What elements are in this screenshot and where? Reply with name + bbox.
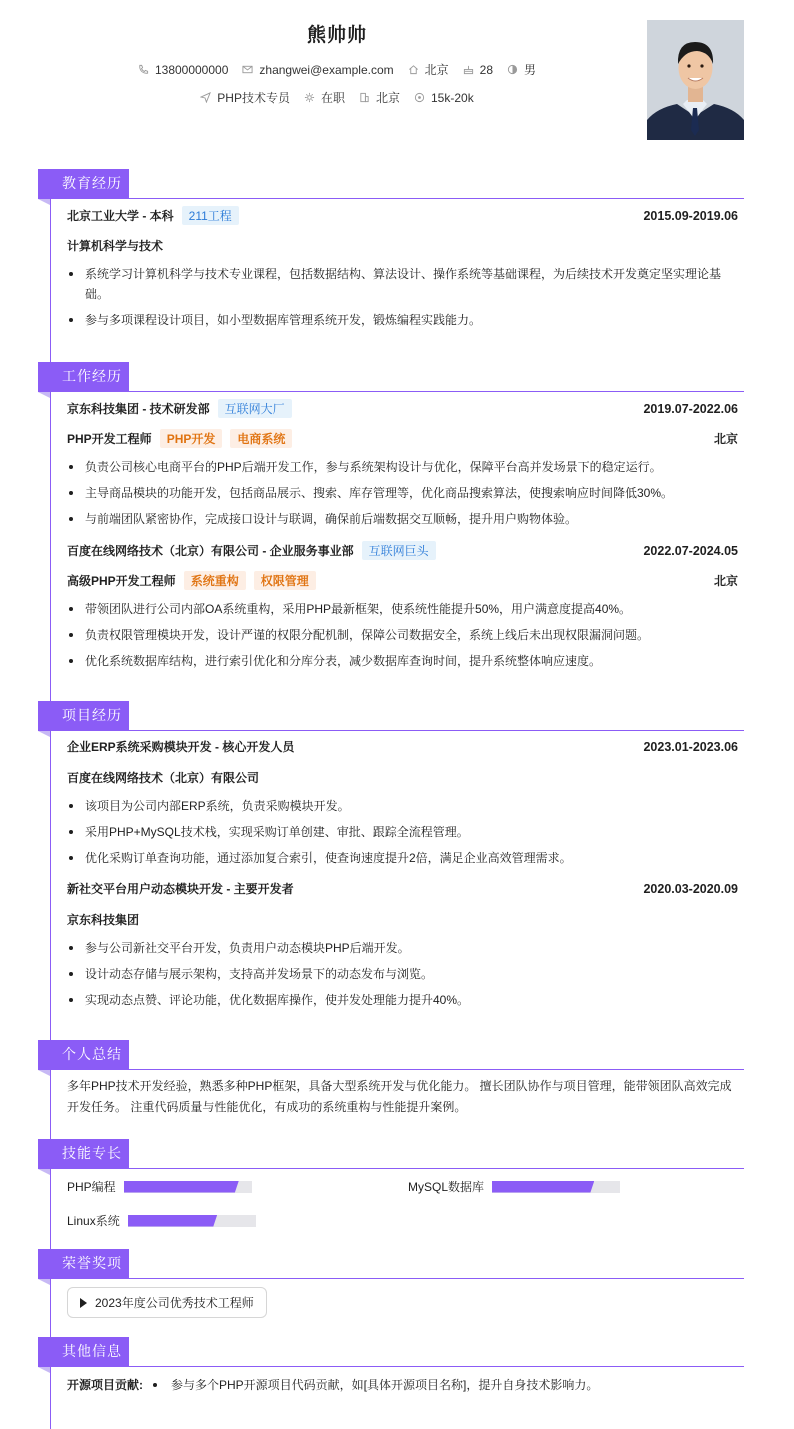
work-period: 2019.07-2022.06 xyxy=(643,401,738,416)
phone-icon xyxy=(138,64,149,75)
work-city: 北京 xyxy=(713,574,738,588)
list-item: 系统学习计算机科学与技术专业课程，包括数据结构、算法设计、操作系统等基础课程，为后续技术开发奠定坚实理论基础。 xyxy=(67,264,733,304)
section-divider xyxy=(38,1168,744,1169)
section-education xyxy=(38,169,744,199)
education-header xyxy=(67,206,738,225)
project-org: 百度在线网络技术（北京）有限公司 xyxy=(67,771,260,785)
work-period: 2022.07-2024.05 xyxy=(643,543,738,558)
skill-name: PHP编程 xyxy=(67,1180,116,1194)
project-1-header xyxy=(67,880,738,897)
cake-icon xyxy=(463,64,474,75)
triangle-icon xyxy=(80,1298,87,1308)
section-notch xyxy=(38,392,50,398)
section-title: 教育经历 xyxy=(38,169,129,198)
project-0-bullets xyxy=(67,796,733,874)
section-skills xyxy=(38,1139,744,1169)
skill-bar-fill xyxy=(128,1215,218,1227)
skill-item xyxy=(67,1212,256,1229)
job-title-text: PHP技术专员 xyxy=(217,91,290,105)
section-divider xyxy=(38,1278,744,1279)
gender-info xyxy=(507,61,536,78)
mail-icon xyxy=(242,64,253,75)
location-info xyxy=(408,61,449,78)
section-awards xyxy=(38,1249,744,1279)
education-period: 2015.09-2019.06 xyxy=(643,208,738,223)
project-org: 京东科技集团 xyxy=(67,913,140,927)
list-item: 主导商品模块的功能开发，包括商品展示、搜索、库存管理等，优化商品搜索算法，使搜索响应时间降低30%。 xyxy=(67,483,733,503)
section-work xyxy=(38,362,744,392)
project-0-header xyxy=(67,738,738,755)
gear-icon xyxy=(304,92,315,103)
project-period: 2020.03-2020.09 xyxy=(643,881,738,896)
section-title: 个人总结 xyxy=(38,1040,129,1069)
building-icon xyxy=(359,92,370,103)
contact-row xyxy=(0,61,674,78)
list-item: 采用PHP+MySQL技术栈，实现采购订单创建、审批、跟踪全流程管理。 xyxy=(67,822,733,842)
list-item: 参与公司新社交平台开发，负责用户动态模块PHP后端开发。 xyxy=(67,938,733,958)
bullet-dot xyxy=(153,1383,157,1387)
list-item: 负责权限管理模块开发，设计严谨的权限分配机制，保障公司数据安全，系统上线后未出现权限漏洞问题。 xyxy=(67,625,733,645)
role-tag: 电商系统 xyxy=(230,429,292,448)
project-period: 2023.01-2023.06 xyxy=(643,739,738,754)
job-row xyxy=(0,89,674,106)
summary-text: 多年PHP技术开发经验，熟悉多种PHP框架，具备大型系统开发与优化能力。 擅长团队协作与项目管理，能带领团队高效完成开发任务。 注重代码质量与性能优化，有成功的系统重构与性能提升案例。 xyxy=(67,1079,732,1114)
work-0-bullets xyxy=(67,457,733,535)
school-tag: 211工程 xyxy=(182,206,239,225)
section-divider xyxy=(38,730,744,731)
age-text: 28 xyxy=(479,62,494,77)
salary-info xyxy=(414,89,474,106)
status-info xyxy=(304,89,345,106)
skill-bar-fill xyxy=(124,1181,239,1193)
section-divider xyxy=(38,1366,744,1367)
work-0-header xyxy=(67,399,738,418)
skill-bar xyxy=(492,1181,620,1193)
education-bullets xyxy=(67,264,733,336)
section-divider xyxy=(38,198,744,199)
gender-text: 男 xyxy=(524,63,537,77)
section-notch xyxy=(38,1367,50,1373)
list-item: 设计动态存储与展示架构，支持高并发场景下的动态发布与浏览。 xyxy=(67,964,733,984)
home-icon xyxy=(408,64,419,75)
list-item: 该项目为公司内部ERP系统，负责采购模块开发。 xyxy=(67,796,733,816)
award-item xyxy=(67,1287,267,1318)
role-tag: 系统重构 xyxy=(184,571,246,590)
skill-item xyxy=(67,1178,252,1195)
skill-name: Linux系统 xyxy=(67,1214,120,1228)
city-info xyxy=(359,89,400,106)
section-title: 项目经历 xyxy=(38,701,129,730)
gender-icon xyxy=(507,64,518,75)
age-info xyxy=(463,61,493,78)
work-1-bullets xyxy=(67,599,733,677)
job-title-info xyxy=(200,89,290,106)
section-other xyxy=(38,1337,744,1367)
skill-bar xyxy=(128,1215,256,1227)
location-text: 北京 xyxy=(424,63,449,77)
section-notch xyxy=(38,1169,50,1175)
section-notch xyxy=(38,731,50,737)
work-city: 北京 xyxy=(713,432,738,446)
list-item: 参与多项课程设计项目，如小型数据库管理系统开发，锻炼编程实践能力。 xyxy=(67,310,733,330)
other-label: 开源项目贡献: xyxy=(67,1378,143,1392)
section-title: 其他信息 xyxy=(38,1337,129,1366)
company-name: 京东科技集团 - 技术研发部 xyxy=(67,402,210,416)
section-title: 工作经历 xyxy=(38,362,129,391)
role-title: PHP开发工程师 xyxy=(67,432,152,446)
email-info xyxy=(242,61,393,78)
phone-text: 13800000000 xyxy=(154,62,229,77)
list-item: 带领团队进行公司内部OA系统重构，采用PHP最新框架，使系统性能提升50%，用户满意度提高40%。 xyxy=(67,599,733,619)
section-title: 技能专长 xyxy=(38,1139,129,1168)
role-tag: 权限管理 xyxy=(254,571,316,590)
school-name: 北京工业大学 - 本科 xyxy=(67,209,174,223)
email-text: zhangwei@example.com xyxy=(259,62,394,77)
skill-bar-fill xyxy=(492,1181,594,1193)
work-1-header xyxy=(67,541,738,560)
list-item: 与前端团队紧密协作，完成接口设计与联调，确保前后端数据交互顺畅，提升用户购物体验。 xyxy=(67,509,733,529)
list-item: 实现动态点赞、评论功能，优化数据库操作，使并发处理能力提升40%。 xyxy=(67,990,733,1010)
section-notch xyxy=(38,1070,50,1076)
work-0-role xyxy=(67,429,738,448)
money-icon xyxy=(414,92,425,103)
section-projects xyxy=(38,701,744,731)
status-text: 在职 xyxy=(320,91,345,105)
skill-name: MySQL数据库 xyxy=(408,1180,485,1194)
other-text: 参与多个PHP开源项目代码贡献，如[具体开源项目名称]，提升自身技术影响力。 xyxy=(171,1378,599,1392)
section-summary xyxy=(38,1040,744,1070)
profile-photo xyxy=(647,20,744,140)
skill-bar xyxy=(124,1181,252,1193)
list-item: 优化采购订单查询功能，通过添加复合索引，使查询速度提升2倍，满足企业高效管理需求。 xyxy=(67,848,733,868)
list-item: 负责公司核心电商平台的PHP后端开发工作，参与系统架构设计与优化，保障平台高并发场景下的稳定运行。 xyxy=(67,457,733,477)
project-1-bullets xyxy=(67,938,733,1016)
send-icon xyxy=(200,92,211,103)
skill-item xyxy=(408,1178,620,1195)
section-notch xyxy=(38,1279,50,1285)
work-1-role xyxy=(67,571,738,590)
phone-info xyxy=(138,61,228,78)
project-title: 企业ERP系统采购模块开发 - 核心开发人员 xyxy=(67,740,295,754)
other-info xyxy=(67,1376,598,1393)
project-title: 新社交平台用户动态模块开发 - 主要开发者 xyxy=(67,882,294,896)
company-tag: 互联网巨头 xyxy=(362,541,436,560)
company-tag: 互联网大厂 xyxy=(218,399,292,418)
candidate-name: 熊帅帅 xyxy=(306,25,367,46)
section-notch xyxy=(38,199,50,205)
salary-text: 15k-20k xyxy=(431,90,474,105)
company-name: 百度在线网络技术（北京）有限公司 - 企业服务事业部 xyxy=(67,544,354,558)
resume-header xyxy=(0,0,794,160)
role-tag: PHP开发 xyxy=(160,429,223,448)
city-text: 北京 xyxy=(375,91,400,105)
list-item: 优化系统数据库结构，进行索引优化和分库分表，减少数据库查询时间，提升系统整体响应速度。 xyxy=(67,651,733,671)
education-major: 计算机科学与技术 xyxy=(67,239,164,253)
award-text: 2023年度公司优秀技术工程师 xyxy=(95,1296,254,1310)
role-title: 高级PHP开发工程师 xyxy=(67,574,176,588)
section-divider xyxy=(38,391,744,392)
section-title: 荣誉奖项 xyxy=(38,1249,129,1278)
section-divider xyxy=(38,1069,744,1070)
